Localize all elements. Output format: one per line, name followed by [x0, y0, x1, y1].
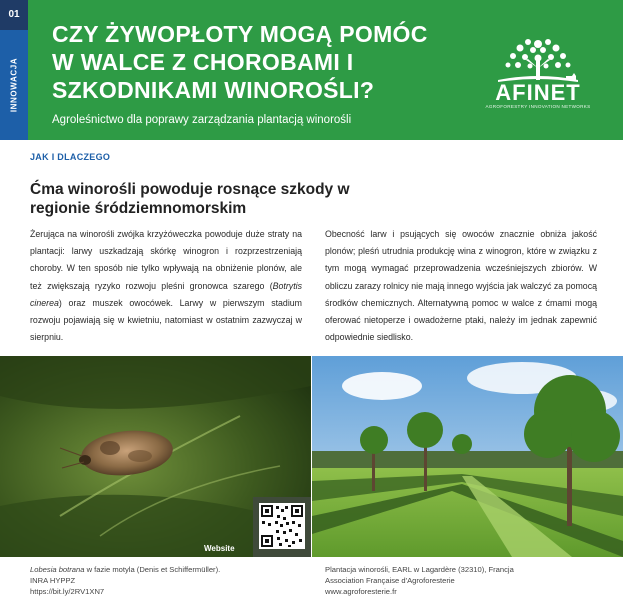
caption-right-link[interactable]: www.agroforesterie.fr [325, 587, 397, 596]
page-title [52, 20, 462, 104]
body-left-text-1: Żerująca na winorośli zwójka krzyżóweczka powoduje duże straty na plantacji: larwy uszkadzają skórkę winogron i rozprzestrzeniają choroby. W ten sposób nie tylko wpływają na obniżenie plonów, ale też zwiększają ryzyko rozwoju pleśni gronowca szarego ( [30, 229, 302, 291]
logo-tagline: AGROFORESTRY INNOVATION NETWORKS [485, 104, 591, 109]
caption-left-line-1: w fazie motyla (Denis et Schiffermüller). [84, 565, 221, 574]
vineyard-photo-caption [325, 564, 605, 597]
body-left-text-2: ) oraz muszek owocówek. Larwy w pierwszym stadium rozwoju pojawiają się w kwietniu, natomiast w ostatnim zazwyczaj w sierpniu. [30, 297, 302, 343]
caption-right-line-1: Plantacja winorośli, EARL w Lagardère (32310), Francja [325, 565, 514, 574]
body-column-left [30, 226, 302, 346]
page-number: 01 [0, 0, 28, 30]
caption-left-line-2: INRA HYPPZ [30, 576, 76, 585]
body-column-right: Obecność larw i psujących się owoców znacznie obniża jakość plonów; pleśń utrudnia produkcję wina z winogron, które w związku z tym mogą wymagać przeprowadzenia wcześniejszych zbiorów. W obliczu zarazy rolnicy nie mają innego wyjścia jak walczyć za pomocą środków chemicznych. Alternatywną pomoc w walce z ćmami mogą oferować nietoperze i owadożerne ptaki, należy im jednak zapewnić odpowiednie siedlisko. [325, 229, 597, 343]
header-banner [0, 0, 623, 140]
qr-code-icon [259, 503, 305, 549]
caption-left-link[interactable]: https://bit.ly/2RV1XN7 [30, 587, 105, 596]
moth-photo-caption [30, 564, 290, 597]
title-line-3: SZKODNIKAMI WINOROŚLI? [52, 77, 375, 103]
category-tab [0, 0, 28, 140]
section-heading-line-1: Ćma winorośli powoduje rosnące szkody w [30, 181, 350, 198]
section-heading-line-2: regionie śródziemnomorskim [30, 200, 247, 217]
website-qr-code[interactable] [253, 497, 311, 557]
website-label[interactable]: Website [204, 544, 235, 553]
section-heading [30, 180, 430, 218]
logo-name: AFINET [495, 80, 581, 105]
category-label: INNOWACJA [9, 57, 19, 113]
title-line-1: CZY ŻYWOPŁOTY MOGĄ POMÓC [52, 21, 428, 47]
body-left-species: Botrytis cinerea [30, 280, 302, 308]
caption-right-line-2: Association Française d'Agroforesterie [325, 576, 455, 585]
caption-species: Lobesia botrana [30, 565, 85, 574]
page-subtitle: Agroleśnictwo dla poprawy zarządzania plantacją winorośli [52, 114, 352, 126]
section-label: JAK I DLACZEGO [30, 152, 111, 162]
vineyard-photo [312, 356, 623, 557]
title-line-2: W WALCE Z CHOROBAMI I [52, 49, 354, 75]
